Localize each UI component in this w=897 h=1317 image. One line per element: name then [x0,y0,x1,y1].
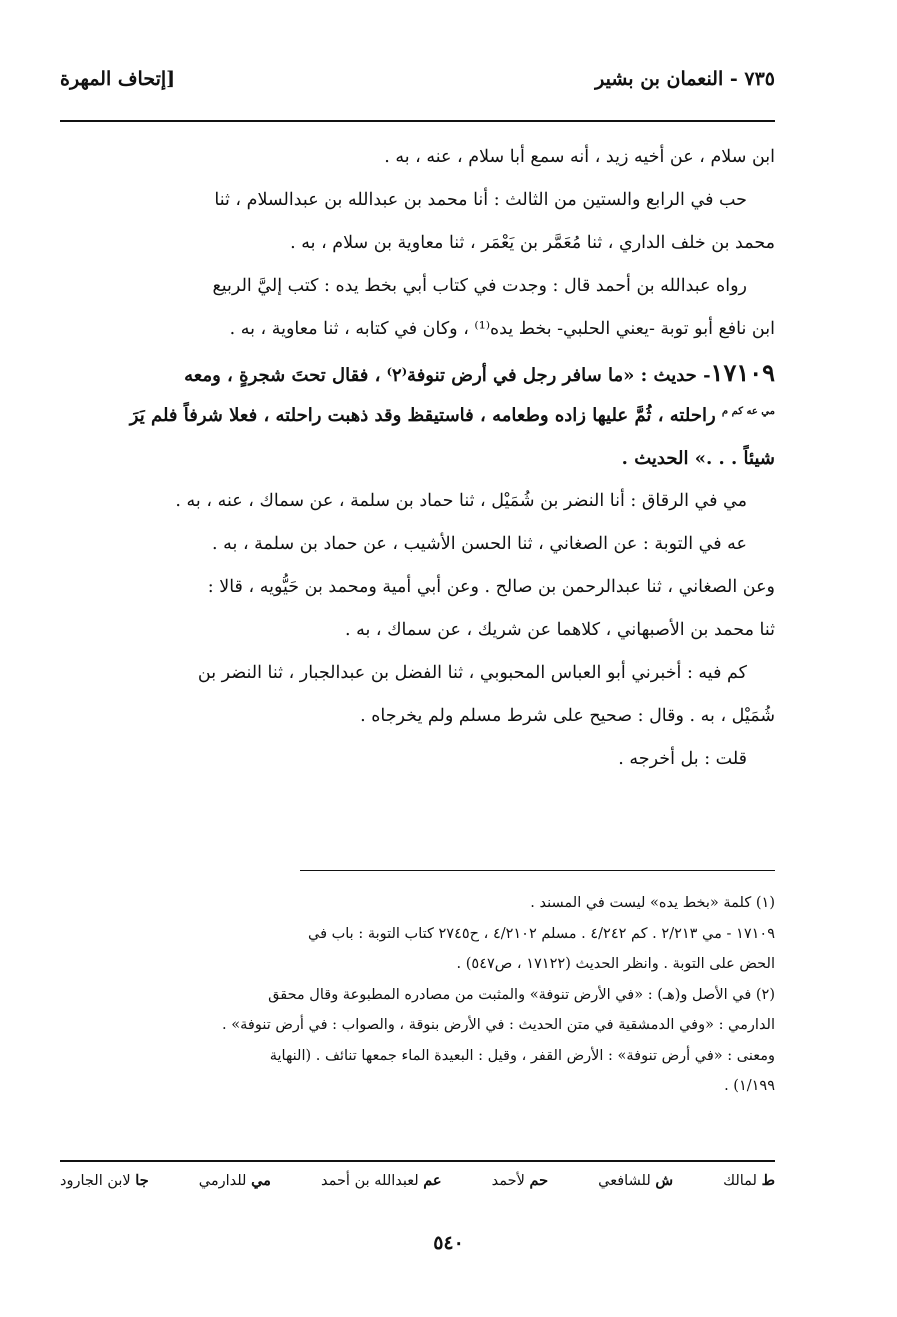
hadith-sources: مي عه كم م [721,406,775,417]
abbreviation-name: للشافعي [598,1173,651,1189]
abbreviation-name: لعبدالله بن أحمد [320,1173,419,1189]
abbreviation-item [723,1172,775,1189]
abbreviation-item [492,1172,548,1189]
abbreviation-code: مي [251,1172,271,1189]
footnote-line: الدارمي : «وفي الدمشقية في متن الحديث : في الأرض بنوقة ، والصواب : في أرض تنوفة» . [222,1017,775,1033]
abbreviation-name: لابن الجارود [60,1173,131,1189]
abbreviation-rule [60,1160,775,1162]
text-line: ثنا محمد بن الأصبهاني ، كلاهما عن شريك ، عن سماك ، به . [344,620,775,640]
text-line: مي في الرقاق : أنا النضر بن شُمَيْل ، ثنا حماد بن سلمة ، عن سماك ، عنه ، به . [175,491,747,511]
footnote-line: (٢) في الأصل و(هـ) : «في الأرض تنوفة» والمثبت من مصادره المطبوعة وقال محقق [268,986,775,1003]
text-line: شُمَيْل ، به . وقال : صحيح على شرط مسلم ولم يخرجاه . [360,706,775,726]
footnotes [60,888,775,1102]
main-text [60,136,775,781]
text-line: محمد بن خلف الداري ، ثنا مُعَمَّر بن يَعْمَر ، ثنا معاوية بن سلام ، به . [290,233,775,253]
abbreviation-name: لأحمد [491,1173,525,1189]
text-line: رواه عبدالله بن أحمد قال : وجدت في كتاب أبي بخط يده : كتب إليَّ الربيع [212,276,747,296]
abbreviation-item [598,1172,673,1189]
abbreviation-item [60,1172,149,1189]
footnote-line: الحض على التوبة . وانظر الحديث (١٧١٢٢ ، ص٥٤٧) . [456,956,775,972]
footnote-line: ١/١٩٩) . [724,1078,775,1094]
entry-title: ٧٣٥ - النعمان بن بشير [595,68,775,90]
page-header [60,68,775,90]
abbreviation-code: حم [529,1172,549,1189]
abbreviation-code: ط [761,1172,775,1189]
footnote-rule [300,870,775,871]
text-line: كم فيه : أخبرني أبو العباس المحبوبي ، ثنا الفضل بن عبدالجبار ، ثنا النضر بن [197,663,747,683]
book-title: [إتحاف المهرة [60,68,176,90]
header-rule [60,120,775,122]
text-line: عه في التوبة : عن الصغاني ، ثنا الحسن الأشيب ، عن حماد بن سلمة ، به . [212,534,747,554]
footnote-line: ١٧١٠٩ - مي ٢/٢١٣ . كم ٤/٢٤٢ . مسلم ٤/٢١٠٢ ، ح٢٧٤٥ كتاب التوبة : باب في [307,925,775,942]
text-line: قلت : بل أخرجه . [618,749,747,769]
footnote-line: ومعنى : «في أرض تنوفة» : الأرض القفر ، وقيل : البعيدة الماء جمعها تنائف . (النهاية [269,1047,775,1064]
hadith-line [60,394,775,437]
hadith-line [60,351,775,394]
abbreviation-code: جا [135,1172,149,1189]
hadith-line: شيئاً . . .» الحديث . [621,448,775,469]
abbreviation-name: للدارمي [198,1173,247,1189]
abbreviation-item [321,1172,442,1189]
abbreviation-code: ش [655,1172,674,1189]
abbreviation-name: لمالك [723,1173,757,1189]
text-line: ابن سلام ، عن أخيه زيد ، أنه سمع أبا سلام ، عنه ، به . [384,147,775,167]
abbreviation-key [60,1172,775,1189]
text-line: وعن الصغاني ، ثنا عبدالرحمن بن صالح . وعن أبي أمية ومحمد بن حَيُّويه ، قالا : [207,577,775,597]
hadith-text: - حديث : «ما سافر رجل في أرض تنوفة⁽٢⁾ ، فقال تحتَ شجرةٍ ، ومعه [184,365,711,386]
hadith-number: ١٧١٠٩ [710,358,775,387]
footnote-line: (١) كلمة «بخط يده» ليست في المسند . [530,895,775,911]
text-line: حب في الرابع والستين من الثالث : أنا محمد بن عبدالله بن عبدالسلام ، ثنا [214,190,747,210]
hadith-text: راحلته ، ثُمَّ عليها زاده وطعامه ، فاستيقظ وقد ذهبت راحلته ، فعلا شرفاً فلم يَرَ [129,405,716,426]
abbreviation-item [199,1172,271,1189]
hadith-entry [60,351,775,480]
page-number: ٥٤٠ [433,1232,464,1254]
abbreviation-code: عم [423,1172,442,1189]
text-line: ابن نافع أبو توبة -يعني الحلبي- بخط يده⁽¹⁾ ، وكان في كتابه ، ثنا معاوية ، به . [229,319,775,339]
